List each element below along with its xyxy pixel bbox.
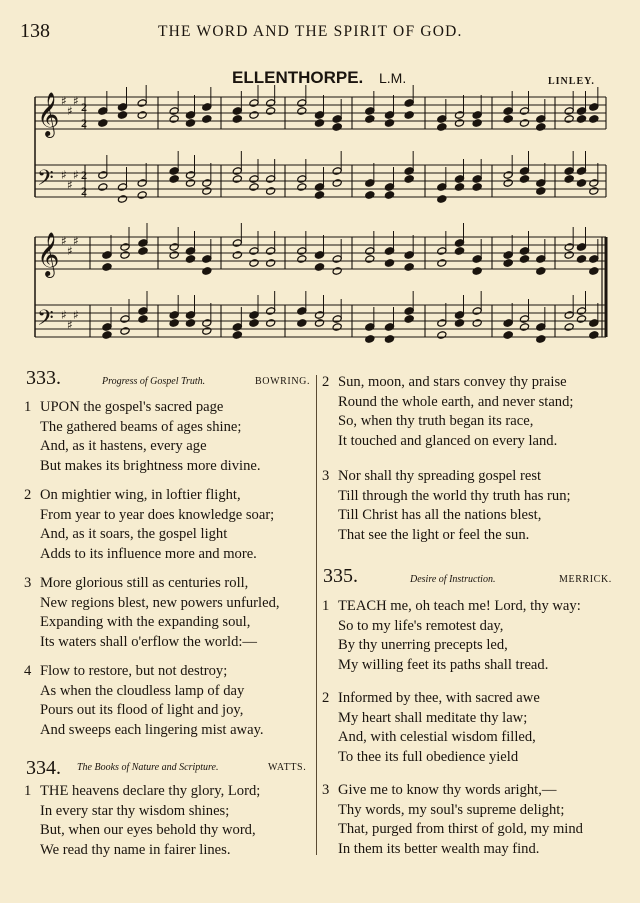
note-head bbox=[249, 183, 259, 192]
verse-line: Nor shall thy spreading gospel rest bbox=[338, 468, 542, 484]
sharp-icon: ♯ bbox=[67, 178, 73, 192]
verse-line: Give me to know thy words aright,— bbox=[338, 782, 557, 798]
hymn-334-text-a bbox=[24, 782, 314, 872]
verse-line: Expanding with the expanding soul, bbox=[40, 614, 251, 630]
tune-name: ELLENTHORPE. bbox=[232, 68, 364, 87]
tune-composer: LINLEY. bbox=[548, 76, 595, 87]
note-head bbox=[564, 175, 574, 184]
verse-line: More glorious still as centuries roll, bbox=[40, 575, 249, 591]
note-head bbox=[503, 259, 513, 268]
note-head bbox=[332, 267, 342, 276]
sharp-icon: ♯ bbox=[67, 318, 73, 332]
verse-line: We read thy name in fairer lines. bbox=[40, 841, 231, 858]
note-head bbox=[454, 183, 464, 192]
note-head bbox=[437, 331, 447, 340]
note-head bbox=[589, 331, 599, 340]
note-head bbox=[138, 315, 148, 324]
note-head bbox=[472, 119, 482, 128]
note-head bbox=[564, 115, 574, 124]
verse-line: Till Christ has all the nations blest, bbox=[338, 507, 542, 523]
note-head bbox=[536, 335, 546, 344]
note-head bbox=[404, 175, 414, 184]
note-head bbox=[314, 119, 324, 128]
sharp-icon: ♯ bbox=[67, 244, 73, 258]
time-signature: 2 bbox=[81, 100, 87, 114]
note-head bbox=[564, 323, 574, 332]
note-head bbox=[384, 259, 394, 268]
treble-clef-icon: 𝄞 bbox=[37, 92, 60, 136]
hymn-author: WATTS. bbox=[268, 762, 307, 773]
sharp-icon: ♯ bbox=[61, 168, 67, 182]
note-head bbox=[117, 111, 127, 120]
note-head bbox=[536, 123, 546, 132]
stanza-number: 2 bbox=[322, 690, 330, 706]
verse-line: THE heavens declare thy glory, Lord; bbox=[40, 783, 261, 799]
verse-line: That see the light or feel the sun. bbox=[338, 526, 530, 543]
note-head bbox=[202, 115, 212, 124]
verse-line: UPON the gospel's sacred page bbox=[40, 399, 224, 415]
verse-line: My heart shall meditate thy law; bbox=[338, 709, 528, 726]
verse-line: Informed by thee, with sacred awe bbox=[338, 690, 540, 706]
note-head bbox=[202, 327, 212, 336]
verse-line: And, as it hastens, every age bbox=[40, 438, 207, 454]
verse-line: The gathered beams of ages shine; bbox=[40, 418, 242, 435]
note-head bbox=[536, 267, 546, 276]
note-head bbox=[404, 315, 414, 324]
running-title: THE WORD AND THE SPIRIT OF GOD. bbox=[158, 23, 463, 40]
note-head bbox=[503, 179, 513, 188]
note-head bbox=[437, 259, 447, 268]
tune-meter: L.M. bbox=[379, 70, 407, 86]
note-head bbox=[117, 195, 127, 204]
bass-clef-icon: 𝄢 bbox=[37, 166, 54, 196]
note-head bbox=[202, 187, 212, 196]
verse-line: Sun, moon, and stars convey thy praise bbox=[338, 374, 567, 390]
note-head bbox=[169, 319, 179, 328]
verse-line: From year to year does knowledge soar; bbox=[40, 506, 275, 523]
hymn-333-text bbox=[24, 398, 314, 748]
note-head bbox=[503, 331, 513, 340]
verse-line: On mightier wing, in loftier flight, bbox=[40, 487, 241, 503]
verse-line: My willing feet its paths shall tread. bbox=[338, 656, 549, 673]
note-head bbox=[297, 183, 307, 192]
hymn-author: BOWRING. bbox=[255, 376, 311, 387]
note-head bbox=[297, 319, 307, 328]
note-head bbox=[332, 179, 342, 188]
stanza-number: 4 bbox=[24, 663, 32, 679]
note-head bbox=[266, 107, 276, 116]
note-head bbox=[454, 119, 464, 128]
hymn-number: 335. bbox=[323, 565, 358, 587]
verse-line: As when the cloudless lamp of day bbox=[40, 682, 245, 699]
verse-line: In every star thy wisdom shines; bbox=[40, 802, 230, 819]
note-head bbox=[404, 111, 414, 120]
note-head bbox=[576, 179, 586, 188]
note-head bbox=[589, 115, 599, 124]
verse-line: It touched and glanced on every land. bbox=[338, 432, 558, 449]
note-head bbox=[365, 255, 375, 264]
note-head bbox=[384, 335, 394, 344]
time-signature: 2 bbox=[81, 184, 87, 198]
hymn-335-text bbox=[322, 597, 632, 867]
note-head bbox=[365, 115, 375, 124]
note-head bbox=[314, 191, 324, 200]
bass-clef-icon: 𝄢 bbox=[37, 306, 54, 336]
hymn-334-text-b bbox=[322, 373, 632, 573]
verse-line: TEACH me, oh teach me! Lord, thy way: bbox=[338, 598, 581, 614]
sharp-icon: ♯ bbox=[73, 168, 79, 182]
note-head bbox=[332, 323, 342, 332]
note-head bbox=[137, 111, 147, 120]
time-signature: 2 bbox=[81, 116, 87, 130]
note-head bbox=[138, 247, 148, 256]
time-signature: 2 bbox=[81, 168, 87, 182]
verse-line: To thee its full obedience yield bbox=[338, 748, 519, 765]
music-score bbox=[0, 85, 640, 360]
hymn-number: 334. bbox=[26, 757, 61, 779]
note-head bbox=[519, 255, 529, 264]
note-head bbox=[536, 187, 546, 196]
note-head bbox=[98, 183, 108, 192]
verse-line: Pours out its flood of light and joy, bbox=[40, 702, 244, 718]
hymn-title: Desire of Instruction. bbox=[410, 574, 496, 585]
note-head bbox=[169, 115, 179, 124]
note-head bbox=[404, 263, 414, 272]
note-head bbox=[169, 175, 179, 184]
treble-clef-icon: 𝄞 bbox=[37, 232, 60, 276]
note-head bbox=[472, 267, 482, 276]
hymn-number: 333. bbox=[26, 367, 61, 389]
column-divider bbox=[316, 375, 317, 855]
sharp-icon: ♯ bbox=[73, 94, 79, 108]
note-head bbox=[454, 247, 464, 256]
note-head bbox=[102, 331, 112, 340]
note-head bbox=[232, 175, 242, 184]
note-head bbox=[384, 191, 394, 200]
stanza-number: 1 bbox=[24, 399, 32, 415]
note-head bbox=[249, 319, 259, 328]
note-head bbox=[98, 119, 108, 128]
note-head bbox=[169, 251, 179, 260]
stanza-number: 1 bbox=[322, 598, 330, 614]
page-number: 138 bbox=[20, 20, 50, 42]
hymn-author: MERRICK. bbox=[559, 574, 612, 585]
sharp-icon: ♯ bbox=[73, 234, 79, 248]
note-head bbox=[120, 251, 130, 260]
note-head bbox=[297, 107, 307, 116]
verse-line: That, purged from thirst of gold, my mind bbox=[338, 821, 583, 837]
verse-line: But makes its brightness more divine. bbox=[40, 457, 261, 474]
note-head bbox=[519, 175, 529, 184]
note-head bbox=[576, 115, 586, 124]
stanza-number: 1 bbox=[24, 783, 32, 799]
sharp-icon: ♯ bbox=[61, 234, 67, 248]
verse-line: Till through the world thy truth has run; bbox=[338, 487, 571, 504]
note-head bbox=[314, 263, 324, 272]
stanza-number: 2 bbox=[322, 374, 330, 390]
note-head bbox=[519, 323, 529, 332]
sharp-icon: ♯ bbox=[67, 104, 73, 118]
sharp-icon: ♯ bbox=[61, 308, 67, 322]
verse-line: So, when thy truth began its race, bbox=[338, 413, 534, 429]
note-head bbox=[185, 255, 195, 264]
note-head bbox=[314, 319, 324, 328]
note-head bbox=[185, 319, 195, 328]
note-head bbox=[564, 251, 574, 260]
verse-line: Round the whole earth, and never stand; bbox=[338, 393, 574, 410]
note-head bbox=[437, 123, 447, 132]
note-head bbox=[384, 119, 394, 128]
verse-line: By thy unerring precepts led, bbox=[338, 637, 508, 653]
note-head bbox=[297, 255, 307, 264]
note-head bbox=[266, 259, 276, 268]
stanza-number: 3 bbox=[322, 468, 330, 484]
note-head bbox=[576, 315, 586, 324]
verse-line: And, as it soars, the gospel light bbox=[40, 526, 228, 542]
note-head bbox=[472, 183, 482, 192]
note-head bbox=[519, 119, 529, 128]
verse-line: And, with celestial wisdom filled, bbox=[338, 729, 536, 745]
note-head bbox=[266, 319, 276, 328]
note-head bbox=[185, 179, 195, 188]
verse-line: Its waters shall o'erflow the world:— bbox=[40, 633, 258, 650]
note-head bbox=[249, 111, 259, 120]
note-head bbox=[232, 115, 242, 124]
note-head bbox=[576, 255, 586, 264]
verse-line: Adds to its influence more and more. bbox=[40, 545, 257, 562]
note-head bbox=[120, 327, 130, 336]
verse-line: So to my life's remotest day, bbox=[338, 617, 504, 634]
note-head bbox=[454, 319, 464, 328]
note-head bbox=[365, 335, 375, 344]
verse-line: And sweeps each lingering mist away. bbox=[40, 721, 264, 738]
hymn-title: Progress of Gospel Truth. bbox=[102, 376, 206, 387]
note-head bbox=[589, 187, 599, 196]
stanza-number: 3 bbox=[24, 575, 32, 591]
note-head bbox=[472, 319, 482, 328]
hymn-title: The Books of Nature and Scripture. bbox=[77, 762, 219, 773]
verse-line: But, when our eyes behold thy word, bbox=[40, 822, 256, 838]
sharp-icon: ♯ bbox=[73, 308, 79, 322]
note-head bbox=[249, 259, 259, 268]
sharp-icon: ♯ bbox=[61, 94, 67, 108]
note-head bbox=[185, 119, 195, 128]
note-head bbox=[332, 123, 342, 132]
note-head bbox=[266, 187, 276, 196]
note-head bbox=[503, 115, 513, 124]
note-head bbox=[232, 331, 242, 340]
stanza-number: 3 bbox=[322, 782, 330, 798]
verse-line: New regions blest, new powers unfurled, bbox=[40, 594, 280, 611]
note-head bbox=[202, 267, 212, 276]
note-head bbox=[589, 267, 599, 276]
verse-line: Thy words, my soul's supreme delight; bbox=[338, 801, 565, 818]
note-head bbox=[137, 191, 147, 200]
note-head bbox=[437, 195, 447, 204]
note-head bbox=[232, 251, 242, 260]
note-head bbox=[365, 191, 375, 200]
verse-line: Flow to restore, but not destroy; bbox=[40, 663, 228, 679]
verse-line: In them its better wealth may find. bbox=[338, 840, 540, 857]
stanza-number: 2 bbox=[24, 487, 32, 503]
note-head bbox=[102, 263, 112, 272]
